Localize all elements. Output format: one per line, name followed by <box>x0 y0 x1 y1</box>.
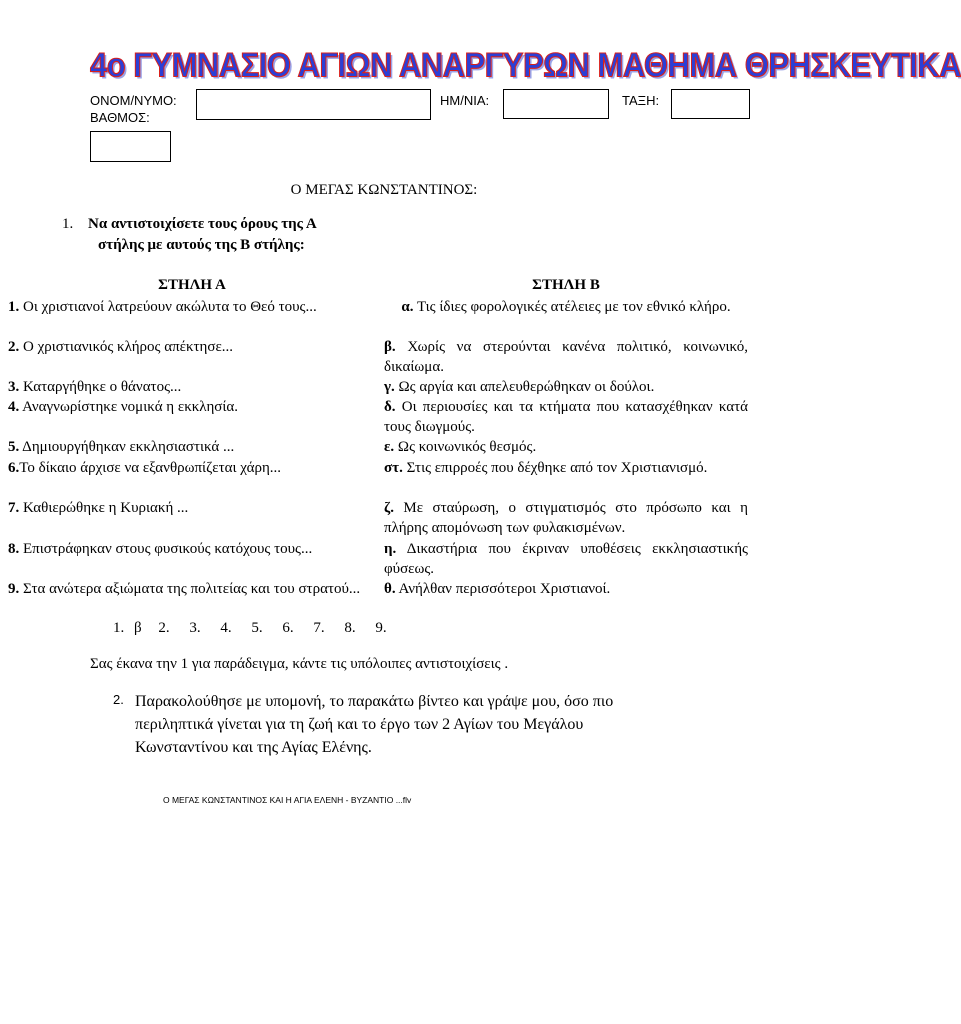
answer-4-label: 4. <box>220 620 232 636</box>
column-b-item: δ. Οι περιουσίες και τα κτήματα που κατασχέθηκαν κατά τους διωγμούς. <box>384 399 748 435</box>
column-b-item: θ. Ανήλθαν περισσότεροι Χριστιανοί. <box>384 581 611 597</box>
class-field[interactable] <box>671 89 750 119</box>
grade-label: ΒΑΘΜΟΣ: <box>90 110 150 125</box>
column-a-item: 6.Το δίκαιο άρχισε να εξανθρωπίζεται χάρη... <box>8 460 282 476</box>
example-note: Σας έκανα την 1 για παράδειγμα, κάντε τις υπόλοιπες αντιστοιχίσεις . <box>90 656 509 672</box>
column-b-title: ΣΤΗΛΗ Β <box>532 277 600 293</box>
column-b-item: γ. Ως αργία και απελευθερώθηκαν οι δούλοι. <box>384 379 655 395</box>
column-a-item: 9. Στα ανώτερα αξιώματα της πολιτείας και του στρατού... <box>8 581 361 597</box>
task2-line2: περιληπτικά γίνεται για τη ζωή και το έργο των 2 Αγίων του Μεγάλου <box>135 716 584 733</box>
school-title: 4ο ΓΥΜΝΑΣΙΟ ΑΓΙΩΝ ΑΝΑΡΓΥΡΩΝ ΜΑΘΗΜΑ ΘΡΗΣΚΕΥΤΙΚΑ <box>90 45 961 85</box>
task1-number: 1. <box>62 216 74 232</box>
answer-3-label: 3. <box>189 620 201 636</box>
column-b-item: ζ. Με σταύρωση, ο στιγματισμός στο πρόσωπο και η πλήρης απομόνωση των φυλακισμένων. <box>384 500 748 536</box>
column-a-item: 4. Αναγνωρίστηκε νομικά η εκκλησία. <box>8 399 239 415</box>
answer-6-label: 6. <box>282 620 294 636</box>
column-b-item: β. Χωρίς να στερούνται κανένα πολιτικό, κοινωνικό, δικαίωμα. <box>384 339 748 375</box>
task2-line3: Κωνσταντίνου και της Αγίας Ελένης. <box>135 739 372 756</box>
column-a-item: 5. Δημιουργήθηκαν εκκλησιαστικά ... <box>8 439 235 455</box>
column-b-item: στ. Στις επιρροές που δέχθηκε από τον Χριστιανισμό. <box>384 460 708 476</box>
name-label: ΟΝΟΜ/ΝΥΜΟ: <box>90 93 177 108</box>
column-a-item: 2. Ο χριστιανικός κλήρος απέκτησε... <box>8 339 234 355</box>
date-field[interactable] <box>503 89 609 119</box>
task1-line2: στήλης με αυτούς της Β στήλης: <box>98 237 305 253</box>
answer-2-label: 2. <box>158 620 170 636</box>
answer-7-label: 7. <box>313 620 325 636</box>
column-a-item: 8. Επιστράφηκαν στους φυσικούς κατόχους τους... <box>8 541 313 557</box>
column-b-item: η. Δικαστήρια που έκριναν υποθέσεις εκκλησιαστικής φύσεως. <box>384 541 748 577</box>
column-a-item: 1. Οι χριστιανοί λατρεύουν ακώλυτα το Θεό τους... <box>8 299 317 315</box>
class-label: ΤΑΞΗ: <box>622 93 660 108</box>
task2-line1: Παρακολούθησε με υπομονή, το παρακάτω βίντεο και γράψε μου, όσο πιο <box>135 693 614 710</box>
answer-1-value: β <box>134 620 142 636</box>
subject-heading: Ο ΜΕΓΑΣ ΚΩΝΣΤΑΝΤΙΝΟΣ: <box>290 182 478 198</box>
task2-number: 2. <box>113 692 124 707</box>
grade-field[interactable] <box>90 131 171 162</box>
column-a-item: 3. Καταργήθηκε ο θάνατος... <box>8 379 182 395</box>
answer-9-label: 9. <box>375 620 387 636</box>
date-label: ΗΜ/ΝΙΑ: <box>440 93 490 108</box>
answer-row <box>113 620 387 637</box>
column-a-item: 7. Καθιερώθηκε η Κυριακή ... <box>8 500 189 516</box>
column-b-item: α. Τις ίδιες φορολογικές ατέλειες με τον εθνικό κλήρο. <box>401 299 731 315</box>
column-b-item: ε. Ως κοινωνικός θεσμός. <box>384 439 537 455</box>
video-link[interactable]: Ο ΜΕΓΑΣ ΚΩΝΣΤΑΝΤΙΝΟΣ ΚΑΙ Η ΑΓΙΑ ΕΛΕΝΗ - ΒΥΖΑΝΤΙΟ ...flv <box>163 795 412 805</box>
column-a-title: ΣΤΗΛΗ Α <box>158 277 226 293</box>
answer-8-label: 8. <box>344 620 356 636</box>
task1-line1: Να αντιστοιχίσετε τους όρους της Α <box>88 216 317 232</box>
answer-1-label: 1. <box>113 620 125 636</box>
answer-5-label: 5. <box>251 620 263 636</box>
name-field[interactable] <box>196 89 431 120</box>
